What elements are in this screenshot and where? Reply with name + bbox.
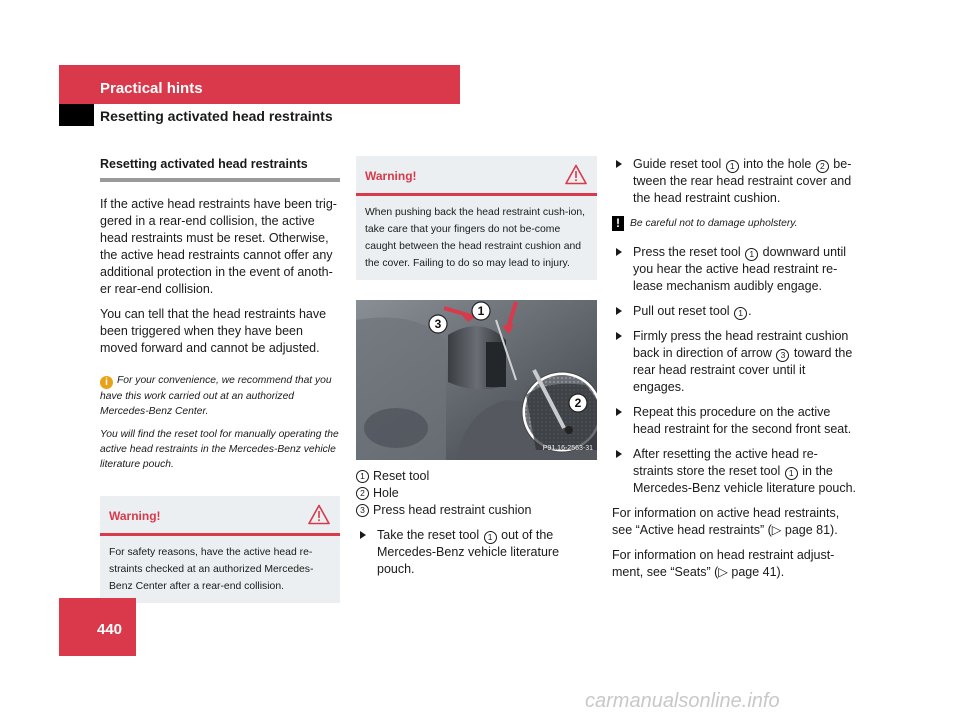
callout-number: 1 [484,531,497,544]
figure-code: P91.16-2563-31 [542,445,593,452]
callout-number: 2 [816,160,829,173]
column-3 [612,156,857,589]
step-text: out of the Mercedes-Benz vehicle literature pouch. [377,528,560,576]
warning-label: Warning! [365,169,417,183]
bullet-arrow-icon [360,531,366,539]
step-text: Firmly press the head restraint cushion back in direction of arrow [633,329,849,360]
svg-text:1: 1 [477,304,485,318]
legend-text: Hole [373,486,399,500]
callout-number: 1 [356,470,369,483]
callout-number: 1 [726,160,739,173]
svg-text:2: 2 [574,396,582,410]
step-text: After resetting the active head re-straints store the reset tool [633,447,818,478]
step-text: in the Mercedes-Benz vehicle literature pouch. [633,464,857,495]
callout-number: 3 [776,349,789,362]
instruction-step [612,303,857,320]
page-number: 440 [97,621,123,638]
callout-number: 3 [356,504,369,517]
section-heading: Resetting activated head restraints [100,156,340,182]
step-text: . [748,304,752,318]
callout-number: 1 [745,248,758,261]
legend-text: Press head restraint cushion [373,503,532,517]
step-text: be-tween the rear head restraint cover and the head restraint cushion. [633,157,852,205]
bullet-arrow-icon [616,160,622,168]
warning-box [100,496,340,603]
section-title: Practical hints [100,80,203,97]
warning-header [356,156,597,196]
page-subtitle: Resetting activated head restraints [100,108,333,124]
paragraph: For information on active head restraints, see “Active head restraints” (▷ page 81). [612,506,840,537]
warning-label: Warning! [109,509,161,523]
step-text: Guide reset tool [633,157,722,171]
instruction-step [612,156,857,207]
warning-text: For safety reasons, have the active head re-straints checked at an authorized Mercedes-Benz Center after a rear-end collision. [109,547,314,592]
instruction-step [356,527,597,578]
step-text: downward until you hear the active head restraint re-lease mechanism audibly engage. [633,245,847,293]
paragraph: For information on head restraint adjust-ment, see “Seats” (▷ page 41). [612,548,835,579]
warning-text: When pushing back the head restraint cush-ion, take care that your fingers do not be-come caught between the head restraint cushion and the cover. Failing to do so may lead to injury. [365,207,586,269]
bullet-arrow-icon [616,307,622,315]
watermark: carmanualsonline.info [585,690,780,712]
legend-text: Reset tool [373,469,430,483]
caution-text: Be careful not to damage upholstery. [630,218,798,229]
instruction-step [612,244,857,295]
bullet-arrow-icon [616,450,622,458]
warning-triangle-icon [565,164,587,185]
callout-number: 1 [785,467,798,480]
paragraph: If the active head restraints have been trig-gered in a rear-end collision, the active head restraints must be reset. Otherwise, the active head restraints cannot offer any additional protection in the event of anoth-er rear-end collision. [100,197,337,296]
bullet-arrow-icon [616,408,622,416]
column-2 [356,156,597,586]
callout-number: 1 [734,307,747,320]
caution-exclamation-icon: ! [612,216,624,231]
bullet-arrow-icon [616,248,622,256]
step-text: toward the rear head restraint cover until it engages. [633,346,853,394]
head-restraint-illustration [356,300,597,460]
caution-note [612,215,857,232]
legend-item [356,502,597,519]
warning-triangle-icon [308,504,330,525]
info-note [100,373,340,419]
warning-header [100,496,340,536]
step-text: Repeat this procedure on the active head restraint for the second front seat. [633,405,852,436]
callout-number: 2 [356,487,369,500]
column-1 [100,156,340,603]
info-note-text: For your convenience, we recommend that you have this work carried out at an authorized Mercedes-Benz Center. [100,375,332,417]
step-text: Press the reset tool [633,245,741,259]
bullet-arrow-icon [616,332,622,340]
warning-box [356,156,597,280]
paragraph: You can tell that the head restraints have been triggered when they have been moved forward and cannot be adjusted. [100,307,327,355]
step-text: Take the reset tool [377,528,480,542]
head-restraint-photo [356,300,597,460]
instruction-step [612,328,857,396]
legend-item [356,485,597,502]
svg-text:3: 3 [434,317,442,331]
instruction-step [612,404,857,438]
info-note-text: You will find the reset tool for manually operating the active head restraints in the Mercedes-Benz vehicle literature pouch. [100,429,339,470]
info-icon: i [100,376,113,389]
header-tab [59,104,94,126]
instruction-step [612,446,857,497]
step-text: into the hole [743,157,812,171]
legend-item [356,468,597,485]
step-text: Pull out reset tool [633,304,730,318]
